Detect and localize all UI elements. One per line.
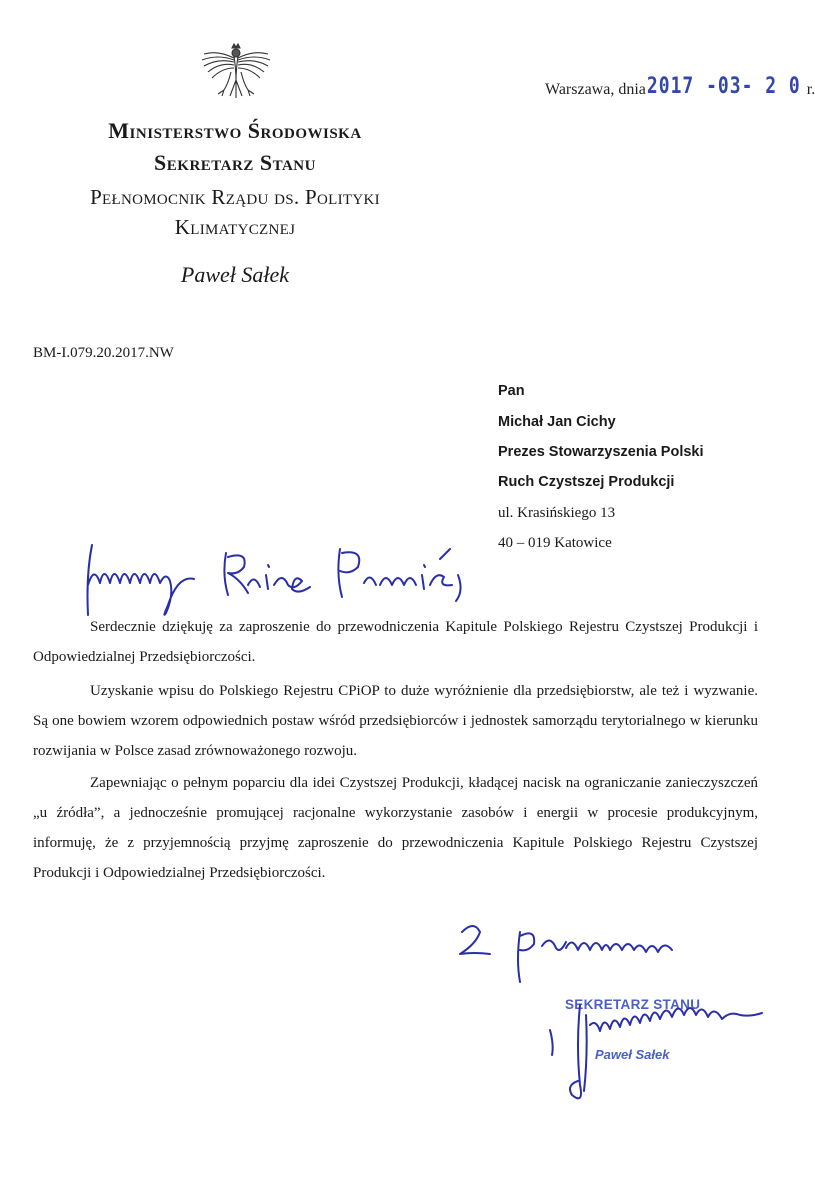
- recipient-salutation: Pan: [498, 383, 525, 399]
- place-and-date: [545, 72, 815, 100]
- handwritten-greeting: [78, 535, 478, 620]
- paragraph-1: Serdecznie dziękuję za zaproszenie do przewodniczenia Kapitule Polskiego Rejestru Czystszej Produkcji i Odpowiedzialnej Przedsiębiorczości.: [33, 619, 758, 665]
- position-title: Sekretarz Stanu: [154, 150, 316, 175]
- recipient-organization: Ruch Czystszej Produkcji: [498, 474, 675, 490]
- sender-name: Paweł Sałek: [180, 262, 290, 287]
- recipient-title: Prezes Stowarzyszenia Polski: [498, 444, 704, 460]
- ministry-name: Ministerstwo Środowiska: [108, 118, 362, 143]
- role-line-2: Klimatycznej: [174, 215, 296, 239]
- paragraph-3: Zapewniając o pełnym poparciu dla idei Czystszej Produkcji, kładącej nacisk na ograniczanie zanieczyszczeń „u źródła”, a jednocześnie promującej racjonalne wykorzystanie zasobów i energii w procesie produkcyjnym, informuję, że z przyjemnością przyjmę zaproszenie do przewodniczenia Kapitule Polskiego Rejestru Czystszej Produkcji i Odpowiedzialnej Przedsiębiorczości.: [33, 775, 758, 881]
- handwritten-closing: [450, 910, 700, 985]
- stamp-name: Paweł Sałek: [595, 1047, 670, 1062]
- recipient-name: Michał Jan Cichy: [498, 414, 616, 430]
- role-line-1: Pełnomocnik Rządu ds. Polityki: [90, 185, 380, 209]
- date-suffix: r.: [806, 81, 815, 98]
- reference-number: BM-I.079.20.2017.NW: [33, 345, 174, 361]
- polish-eagle-emblem-icon: [198, 40, 274, 102]
- recipient-street: ul. Krasińskiego 13: [498, 505, 616, 521]
- paragraph-2: Uzyskanie wpisu do Polskiego Rejestru CPiOP to duże wyróżnienie dla przedsiębiorstw, ale też i wyzwanie. Są one bowiem wzorem odpowiednich postaw wśród przedsiębiorców i jednostek samorządu terytorialnego w kierunku rozwijania w Polsce zasad zrównoważonego rozwoju.: [33, 683, 758, 759]
- stamp-title: SEKRETARZ STANU: [565, 997, 701, 1012]
- date-stamp: 2017 -03- 2 0: [646, 72, 801, 100]
- signature-icon: [540, 985, 770, 1110]
- recipient-city: 40 – 019 Katowice: [498, 535, 612, 551]
- place-prefix: Warszawa, dnia: [545, 81, 646, 98]
